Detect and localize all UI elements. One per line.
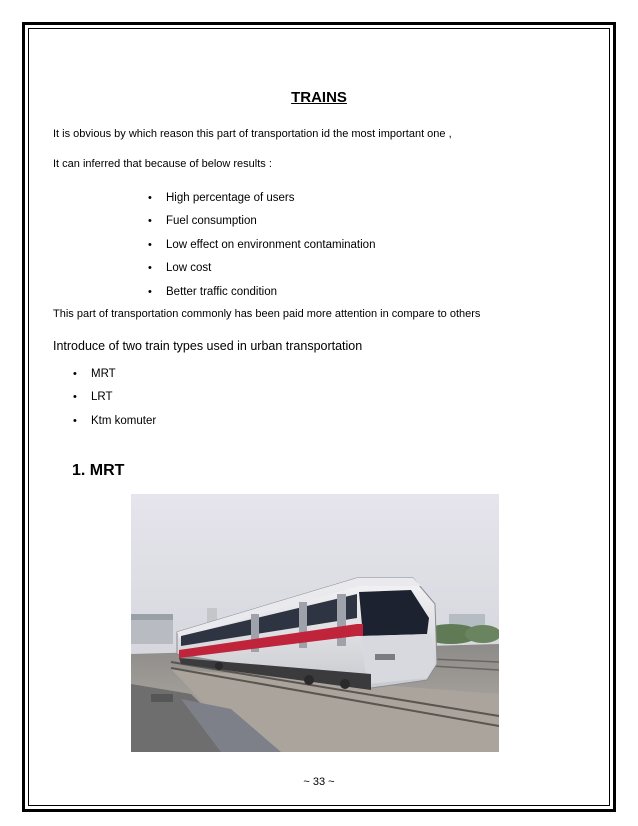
attention-paragraph: This part of transportation commonly has been paid more attention in compare to others — [53, 308, 481, 320]
mrt-train-photo — [131, 494, 499, 752]
bullet-icon: • — [148, 286, 152, 298]
bullet-icon: • — [148, 215, 152, 227]
section-heading-mrt: 1. MRT — [72, 462, 125, 479]
bullet-icon: • — [73, 391, 77, 403]
intro-paragraph: It is obvious by which reason this part of transportation id the most important one , — [53, 128, 452, 140]
bullet-icon: • — [73, 368, 77, 380]
bullet-icon: • — [148, 239, 152, 251]
train-types-intro: Introduce of two train types used in urban transportation — [53, 339, 363, 353]
results-lead-paragraph: It can inferred that because of below results : — [53, 158, 272, 170]
bullet-icon: • — [148, 262, 152, 274]
page-number: ~ 33 ~ — [303, 776, 335, 788]
bullet-icon: • — [73, 415, 77, 427]
bullet-icon: • — [148, 192, 152, 204]
page-title: TRAINS — [291, 89, 347, 106]
